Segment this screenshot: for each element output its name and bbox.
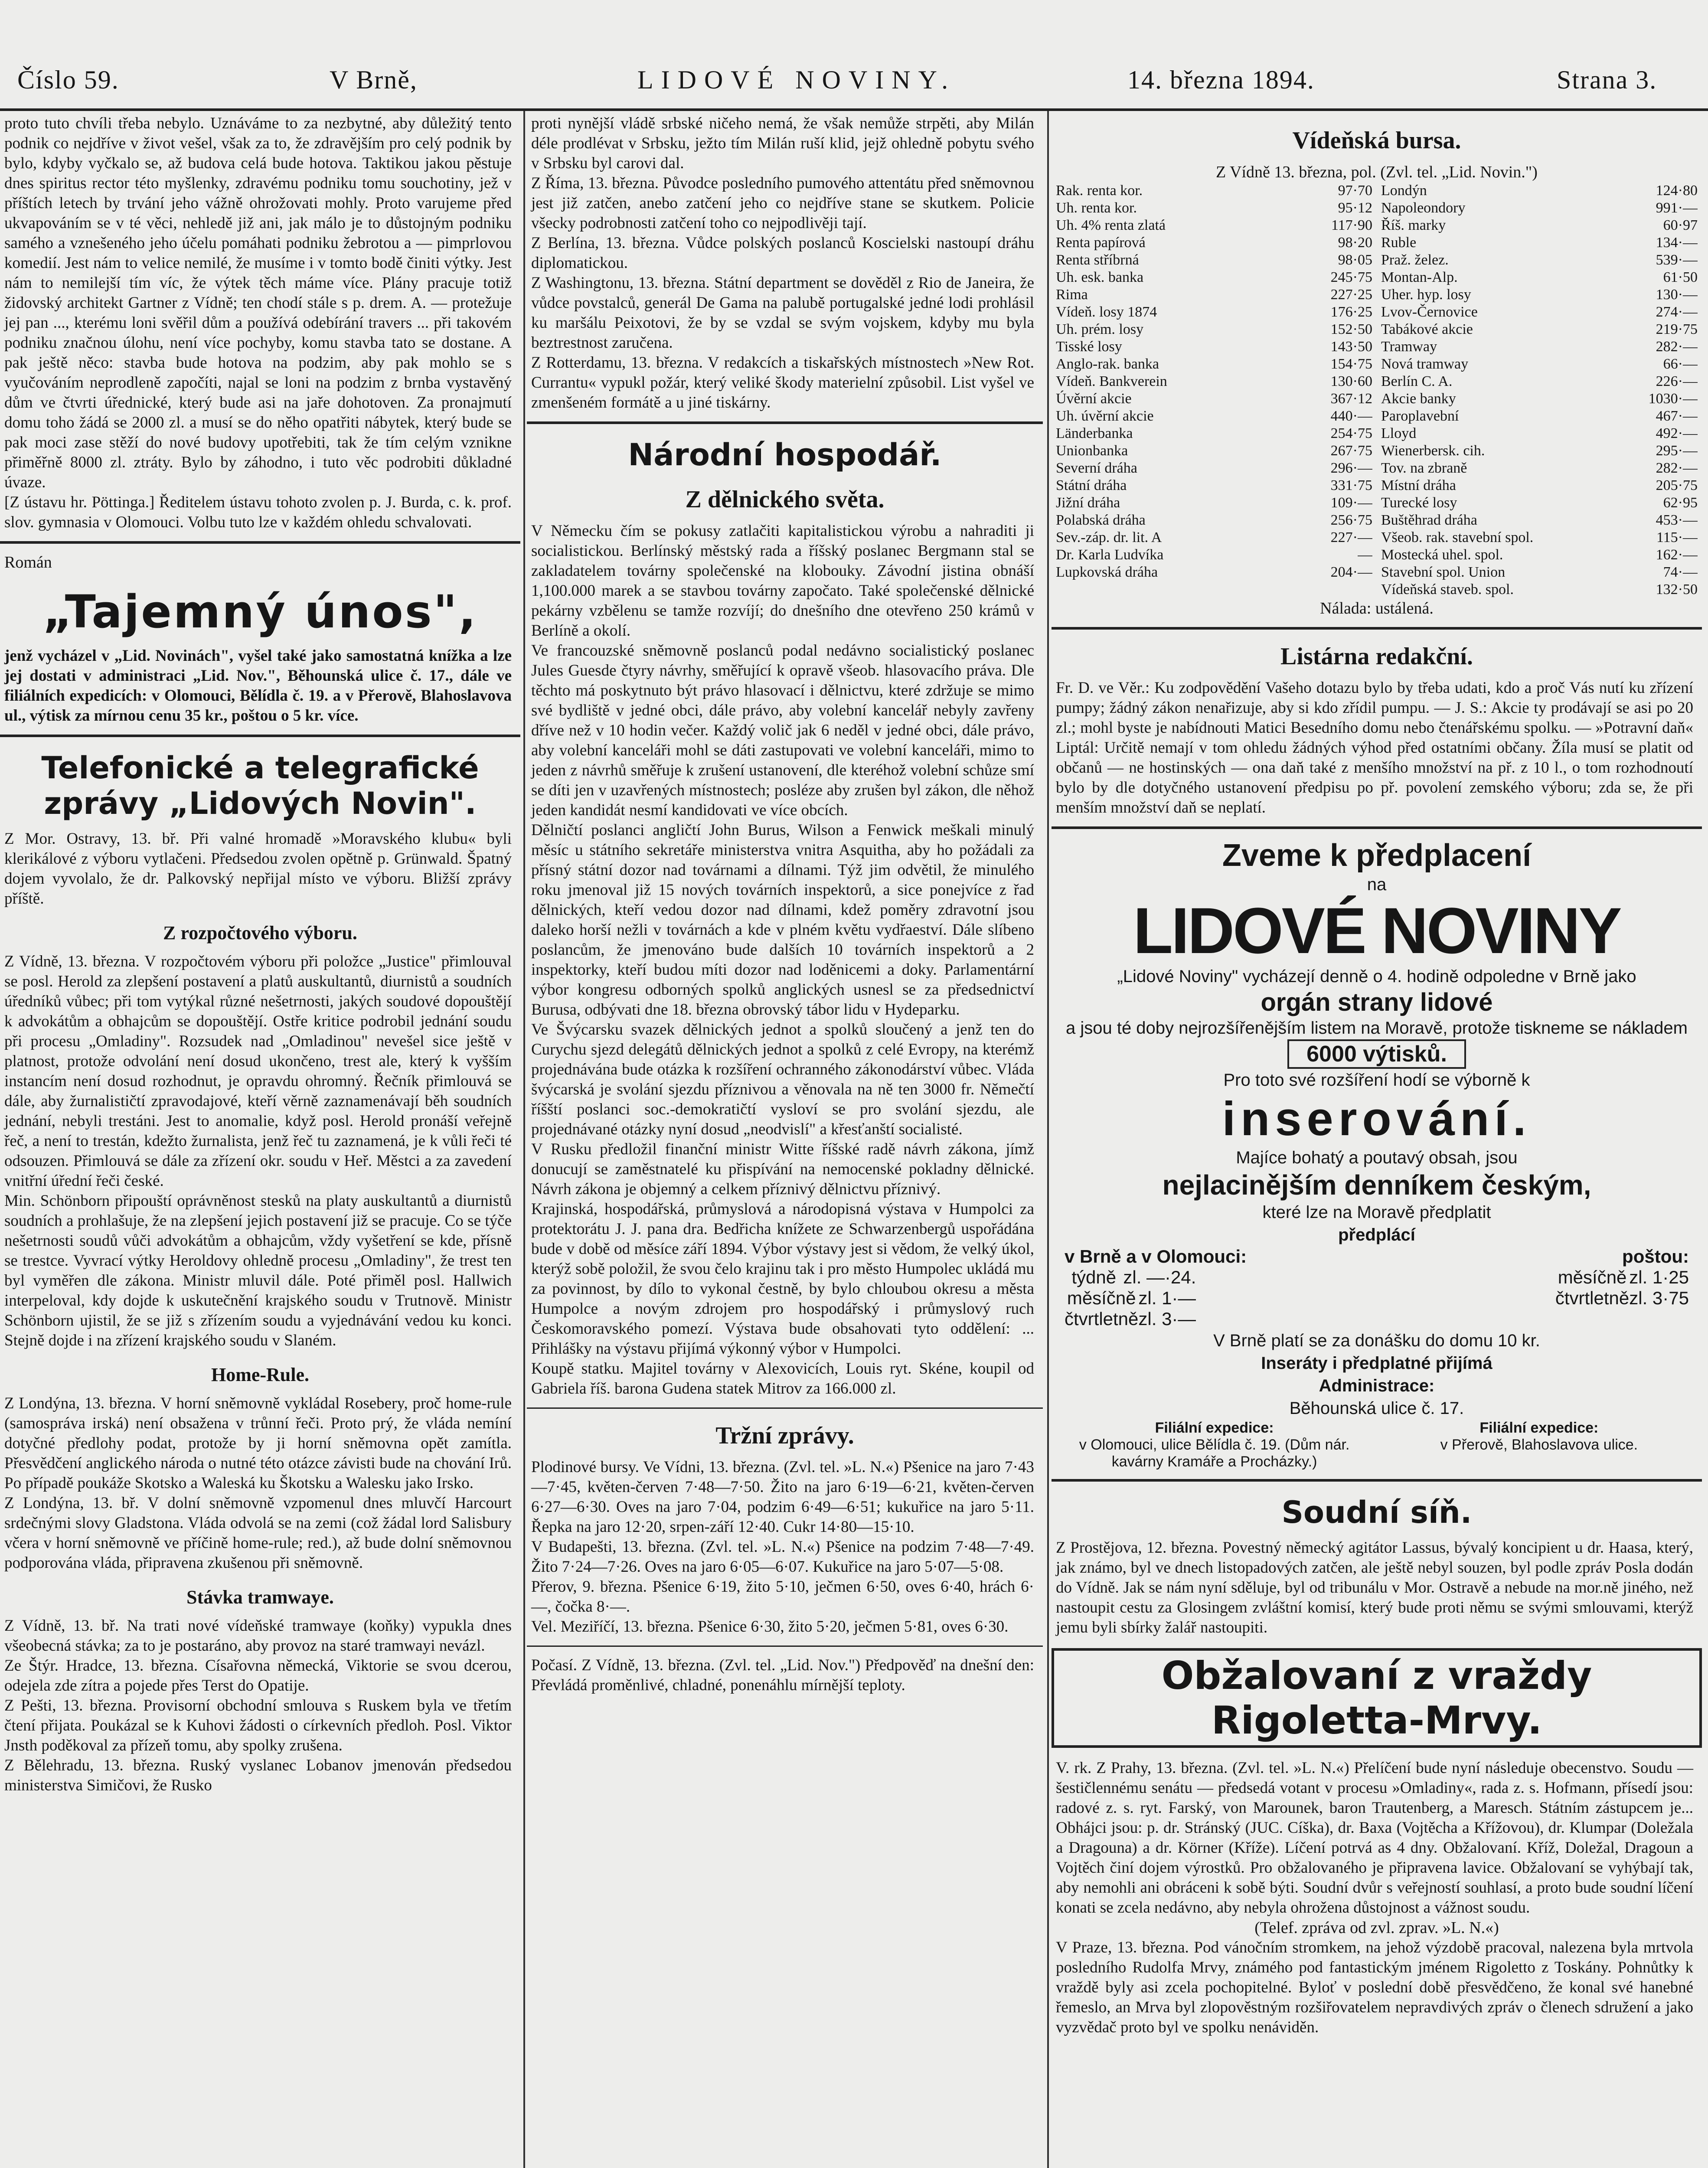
price-row-label: týdně: [1071, 1267, 1117, 1287]
bursa-row-value: 117·90: [1331, 217, 1372, 233]
issue-date: 14. března 1894.: [1127, 65, 1315, 94]
bursa-row-value: 61·50: [1663, 269, 1698, 285]
ad-na: na: [1367, 875, 1387, 894]
bursa-row-label: Jižní dráha: [1056, 495, 1120, 511]
bursa-subtitle: Z Vídně 13. března, pol. (Zvl. tel. „Lid. Novin."): [1216, 163, 1538, 181]
bursa-row-label: Lloyd: [1381, 425, 1417, 441]
bursa-row: [1056, 321, 1372, 338]
bursa-row-label: Renta papírová: [1056, 235, 1146, 251]
bursa-row-label: Mostecká uhel. spol.: [1381, 547, 1503, 563]
bursa-row-value: 227·25: [1330, 287, 1372, 303]
bursa-row: [1381, 512, 1698, 529]
bursa-row-label: Napoleondory: [1381, 200, 1466, 216]
column-1: [0, 114, 520, 2168]
news-item: Z Londýna, 13. bř. V dolní sněmovně vzpomenul dnes mluvčí Harcourt srdečnými slovy Gladstona. Vláda odvolá se na zemi (což žádal lord Salisbury včera v horní sněmovně ve příčině home-rule; red.), až bude dolní sněmovnou podporována vláda, připravena zkušenou při sněmovně.: [4, 1494, 512, 1572]
divider: [527, 421, 1043, 424]
bursa-row: [1381, 494, 1698, 512]
bursa-row-value: 282·—: [1656, 339, 1698, 355]
weather-item: Počasí. Z Vídně, 13. března. (Zvl. tel. „Lid. Nov.") Předpověď na dnešní den: Převládá proměnlivé, chladné, ponenáhlu mírnější teploty.: [531, 1656, 1034, 1694]
bursa-row-label: Vídeňská staveb. spol.: [1381, 581, 1514, 598]
bursa-row-label: Polabská dráha: [1056, 512, 1146, 528]
column-rule: [1047, 111, 1049, 2168]
bursa-row-label: Stavební spol. Union: [1381, 564, 1506, 580]
bursa-row-label: Dr. Karla Ludvíka: [1056, 547, 1164, 563]
divider: [0, 735, 520, 737]
bursa-row-label: Unionbanka: [1056, 443, 1128, 459]
divider: [1052, 1479, 1702, 1482]
listarna-text: Fr. D. ve Věr.: Ku zodpovědění Vašeho dotazu bylo by třeba udati, kdo a proč Vás nutí ku zřízení pumpy; žádný zákon nenařizuje, aby si kdo zřídil pumpu. — J. S.: Akcie ty prodávají se asi po 20 zl.; mohl byste je nabídnouti Matici Besedního domu nebo čtenářskému spolku. — »Potravní daň« Liptál: Určitě nemají v tom ohledu žádných výhod před ostatními občany. Žíla musí se platit od občanů — ne hostinských — ona daň také z menšího množství na př. z 10 l., o tom rozhodnoutí bylo by dle dotyčného ustanovení předpisu po př. povolení zemského výboru; zda se, že při menším množství daň se neplatí.: [1056, 679, 1693, 816]
bursa-row-label: Místní dráha: [1381, 477, 1456, 493]
bursa-row-label: Uh. renta kor.: [1056, 200, 1137, 216]
bursa-row: [1381, 251, 1698, 269]
divider: [0, 541, 520, 544]
bursa-row: [1381, 408, 1698, 425]
price-row-value: zl. —·24.: [1123, 1267, 1196, 1287]
bursa-row: [1381, 529, 1698, 546]
bursa-row: [1056, 251, 1372, 269]
bursa-row-value: 256·75: [1330, 512, 1372, 528]
obzalovani-banner: [1052, 1648, 1702, 1748]
bursa-row-value: 152·50: [1330, 321, 1372, 337]
bursa-row: [1381, 321, 1698, 338]
column-3: [1052, 114, 1702, 2168]
bursa-row-value: 66·—: [1663, 356, 1698, 372]
bursa-row-label: Tov. na zbraně: [1381, 460, 1467, 476]
article-paragraph: V Rusku předložil finanční ministr Witte říšské radě návrh zákona, jímž donucují se zaměstnatelé ku přispívání na nemocenské pokladny dělnické. Návrh zákona je objemný a celkem příznivý dělnictvu příznivý.: [531, 1140, 1034, 1198]
bursa-row-value: 95·12: [1338, 200, 1372, 216]
bursa-row-label: Sev.-záp. dr. lit. A: [1056, 529, 1162, 545]
bursa-row-value: 143·50: [1330, 339, 1372, 355]
bursa-row: [1381, 182, 1698, 199]
telegraph-section-title: Telefonické a telegrafické zprávy „Lidových Novin".: [41, 750, 479, 821]
bursa-row-label: Všeob. rak. stavební spol.: [1381, 529, 1534, 545]
news-item: Z Pešti, 13. března. Provisorní obchodní smlouva s Ruskem byla ve třetím čtení přijata. Poukázal se k Kuhovi žádosti o církevních předloh. Posl. Viktor Jnsth poděkoval za přízeň tomu, aby spolky zrušena.: [4, 1697, 512, 1754]
bursa-row-value: 60·97: [1663, 217, 1698, 233]
filial-title: Filiální expedice:: [1479, 1420, 1599, 1436]
bursa-row-value: 467·—: [1656, 408, 1698, 424]
price-row: [1065, 1309, 1196, 1329]
price-row-label: čtvrtletně: [1555, 1288, 1630, 1308]
bursa-row: [1056, 512, 1372, 529]
bursa-row-value: 539·—: [1656, 252, 1698, 268]
divider: [527, 1407, 1043, 1409]
article-lead: proto tuto chvíli třeba nebylo. Uznáváme to za nezbytné, aby důležitý tento podnik co nejdříve v život vešel, však za to, že zdravějším pro celý podnik by bylo, kdyby vyčkalo se, až budova celá bude hotova. Taktikou jakou pěstuje dnes spiritus rector této myšlenky, zdravému podniku tomu souchotiny, jež v příštích letech by trvání jeho vážně ohrožovati mohly. Proto varujeme před ukvapováním se v té věci, nehledě již ani, jak málo je to důstojným podniku samého a vznešeného jeho účelu pomáhati podniku žebrotou a — pimprlovou komedií. Jest nám to velice nemilé, že musíme i v tomto bodě činiti výtky. Jest nám to nemilejší tím víc, že výtek těch máme více. Plány pracuje totiž židovský architekt Gartner z Vídně; ten chodí stále s p. drem. A. — protežuje jej pan ..., kterému loni svěřil dům a používá odebírání travers ... při takovém podniku značnou úlohu, není více pochyby, komu stavba tato se dostane. A pak ještě něco: stavba bude hotova na podzim, aby pak mohlo se s vyučováním neprodleně započíti, najal se loni na podzim z brnba vystavěný dům ve čtvrti úřednické, který bude asi na jaře dohotoven. Za pronajmutí domu toho žádá se 2000 zl. a musí se do něho opatřiti nábytek, který bude se pak moci zase stěží do nové budovy upotřebiti, tak že tím celým vznikne přiměřně 8000 zl. ztráty. Bylo by záhodno, i tuto věc podrobiti důkladné úvaze.: [4, 114, 512, 491]
page-number: Strana 3.: [1557, 65, 1657, 94]
ad-prices-right: [1555, 1267, 1689, 1329]
filial-title: Filiální expedice:: [1155, 1420, 1274, 1436]
bursa-row-label: Paroplavební: [1381, 408, 1459, 424]
bursa-row-label: Buštěhrad dráha: [1381, 512, 1477, 528]
news-item: Z Vídně, 13. bř. Na trati nové vídeňské tramwaye (koňky) vypukla dnes všeobecná stávka; za to je postaráno, aby provoz na staré tramwayi nevázl.: [4, 1617, 512, 1655]
soudni-sin-title: Soudní síň.: [1281, 1495, 1472, 1530]
market-title: Tržní zprávy.: [715, 1422, 854, 1449]
ad-headline: Zveme k předplacení: [1222, 838, 1532, 873]
bursa-row-label: Rak. renta kor.: [1056, 183, 1143, 199]
bursa-row-value: 176·25: [1330, 304, 1372, 320]
price-row: [1065, 1267, 1196, 1288]
bursa-row-value: 74·—: [1663, 564, 1698, 580]
roman-title: „Tajemný únos",: [42, 585, 478, 638]
price-row-label: měsíčně: [1558, 1267, 1627, 1287]
ad-price-table: [1065, 1267, 1689, 1329]
bursa-row-value: 162·—: [1656, 547, 1698, 563]
bursa-row-label: Turecké losy: [1381, 495, 1457, 511]
bursa-row: [1381, 199, 1698, 217]
bursa-row-value: 97·70: [1338, 183, 1372, 199]
bursa-row: [1056, 356, 1372, 373]
bursa-row-value: 115·—: [1656, 529, 1698, 545]
bursa-row: [1381, 564, 1698, 581]
bursa-row-value: 453·—: [1656, 512, 1698, 528]
issue-number: Číslo 59.: [17, 65, 119, 94]
bursa-row: [1056, 529, 1372, 546]
ad-line: Inseráty i předplatné přijímá: [1261, 1354, 1492, 1373]
bursa-row-label: Renta stříbrná: [1056, 252, 1139, 268]
article-note: [Z ústavu hr. Pöttinga.] Ředitelem ústavu tohoto zvolen p. J. Burda, c. k. prof. slov. gymnasia v Olomouci. Volbu tuto lze v každém ohledu schvalovati.: [4, 493, 512, 531]
news-item: Z Rotterdamu, 13. března. V redakcích a tiskařských místnostech »New Rot. Currantu« vypukl požár, který veliké škody materielní způsobil. List vyšel ve zmenšeném formátě a u jiné tiskárny.: [531, 354, 1034, 411]
filial-olomouc: [1065, 1420, 1364, 1470]
bursa-row-value: 1030·—: [1648, 391, 1698, 407]
ad-line: a jsou té doby nejrozšířenějším listem na Moravě, protože tiskneme se nákladem: [1065, 1019, 1688, 1038]
article-paragraph: V Německu čím se pokusy zatlačiti kapitalistickou výrobu a nahraditi ji socialistickou. Berlínský městský rada a říšský poslanec Bergmann stal se zakladatelem továrny společenské na klobouky. Závodní jistina obnáší 1,100.000 marek a se stavbou továrny započato. Také společenské dělnické pekárny vzbělenu se tamže rozvíjí; do dnešního dne otevřeno 250 krámů v Berlíně a okolí.: [531, 522, 1034, 640]
bursa-row-value: 331·75: [1330, 477, 1372, 493]
ad-line: „Lidové Noviny" vycházejí denně o 4. hodině odpoledne v Brně jako: [1117, 967, 1636, 986]
bursa-row-label: Vídeň. losy 1874: [1056, 304, 1157, 320]
ad-brno-label: v Brně a v Olomouci:: [1065, 1246, 1247, 1267]
bursa-row: [1381, 338, 1698, 356]
bursa-row: [1056, 494, 1372, 512]
bursa-row-value: 98·20: [1338, 235, 1372, 251]
bursa-row-value: 226·—: [1656, 373, 1698, 389]
bursa-row-value: 134·—: [1656, 235, 1698, 251]
bursa-row-label: Úvěrní akcie: [1056, 391, 1132, 407]
market-item: V Budapešti, 13. března. (Zvl. tel. »L. N.«) Pšenice na podzim 7·48—7·49. Žito 7·24—7·26. Oves na jaro 6·05—6·07. Kukuřice na jaro 5·07—5·08.: [531, 1538, 1034, 1576]
court-report: V. rk. Z Prahy, 13. března. (Zvl. tel. »L. N.«) Přelíčení bude nyní následuje obecenstvo. Soudu — šestičlennému senátu — předsedá votant v procesu »Omladiny«, rada z. s. Hofmann, přísedí jsou: radové z. s. ryt. Farský, von Marounek, baron Trautenberg, a Maresch. Státním zástupcem je... Obhájci jsou: p. dr. Stránský (JUC. Cíška), dr. Baxa (Vojtěcha a Křížovou), dr. Klumpar (Doležala a Dragouna) a dr. Körner (Kříže). Líčení potrvá as 4 dny. Obžalovaní. Kříž, Doležal, Dragoun a Vojtěch činí dojem výrostků. Pro obžalovaného je připravena lavice. Obžalovaní se vyhýbají tak, aby nemohli ani obráceni k sobě býti. Soudní dvůr s veřejností souhlasí, a proto bude soudní líčení konati se zcela nedávno, aby nebyla ohrožena důstojnost a vážnost soudu.: [1056, 1759, 1693, 1917]
news-item: Ze Štýr. Hradce, 13. března. Císařovna německá, Viktorie se svou dcerou, odejela zde zítra a pojede přes Terst do Opatije.: [4, 1657, 512, 1695]
ad-line: Pro toto své rozšíření hodí se výborně k: [1223, 1071, 1530, 1090]
news-item: proti nynější vládě srbské ničeho nemá, že však nemůže strpěti, aby Milán déle prodlévat v Srbsku, ježto tím Milán ruší klid, jejž ohledně pobytu svého v Srbsku byl carovi dal.: [531, 114, 1034, 172]
bursa-row-label: Nová tramway: [1381, 356, 1469, 372]
ad-admin-address: Běhounská ulice č. 17.: [1289, 1399, 1464, 1418]
ad-line: V Brně platí se za donášku do domu 10 kr.: [1213, 1331, 1540, 1350]
news-item: Z Vídně, 13. března. V rozpočtovém výboru při položce „Justice" přimlouval se posl. Herold za zlepšení postavení a platů auskultantů, diurnistů a soudních úředníků vůbec; při tom vytýkal různé nešetrnosti, jakých soudové dopouštějí k advokátům a obhajcům se dopouštějí. Ostře kritice podrobil jednání soudu při procesu „Omladiny". Rozsudek nad „Omladinou" nevešel sice ještě v platnost, protože odvolání není dosud ukončeno, trest ale, který k vyšším instancím není dosud rozhodnut, je opravdu ohromný. Řečník přimlouvá se dále, aby žurnalističtí zpravodajové, kteří věrně zaznamenávají běh soudních jednání, nebyli trestáni. Jest to anomalie, když posl. Herold pronáší veřejně řeč, a není to trestán, kdežto žurnalista, jenž řeč tu zaznamená, je k vůli řeči té odsouzen. Přimlouvá se dále za zřízení okr. soudu v Heř. Městci a za zavedení vnitřní úřední řeči české.: [4, 953, 512, 1190]
bursa-row: [1056, 460, 1372, 477]
header-rule: [0, 108, 1708, 111]
section-heading: Home-Rule.: [211, 1364, 310, 1385]
bursa-row-value: —: [1358, 547, 1372, 563]
bursa-row-value: 492·—: [1656, 425, 1698, 441]
bursa-row-value: 62·95: [1663, 495, 1698, 511]
masthead-title: LIDOVÉ NOVINY.: [637, 65, 956, 94]
bursa-row-label: Tramway: [1381, 339, 1437, 355]
section-heading: Z rozpočtového výboru.: [163, 922, 357, 944]
market-item: Vel. Meziříčí, 13. března. Pšenice 6·30, žito 5·20, ječmen 5·81, oves 6·30.: [531, 1618, 1009, 1636]
price-row-value: zl. 1·—: [1138, 1288, 1196, 1308]
bursa-row: [1056, 182, 1372, 199]
bursa-row-value: 98·05: [1338, 252, 1372, 268]
news-item: Z Mor. Ostravy, 13. bř. Při valné hromadě »Moravského klubu« byli klerikálové z výboru vytlačeni. Předsedou zvolen opětně p. Grünwald. Špatný dojem vyvolalo, že dr. Palkovský nepřijal místo ve výboru. Bližší zprávy příště.: [4, 830, 512, 908]
divider: [527, 1646, 1043, 1647]
bursa-row: [1056, 408, 1372, 425]
bursa-row-value: 440·—: [1330, 408, 1372, 424]
bursa-row: [1381, 581, 1698, 598]
ad-cheapest: nejlacinějším denníkem českým,: [1162, 1169, 1591, 1201]
bursa-row: [1381, 373, 1698, 390]
page-header: [17, 65, 1691, 113]
price-row-value: zl. 3·75: [1629, 1288, 1689, 1308]
article-paragraph: Koupě statku. Majitel továrny v Alexovicích, Louis ryt. Skéne, koupil od Gabriela říš. barona Gudena statek Mitrov za 166.000 zl.: [531, 1360, 1034, 1397]
bursa-row-value: 282·—: [1656, 460, 1698, 476]
bursa-row-value: 205·75: [1656, 477, 1698, 493]
bursa-row: [1056, 442, 1372, 460]
bursa-row: [1381, 356, 1698, 373]
bursa-row-label: Severní dráha: [1056, 460, 1137, 476]
roman-text: jenž vycházel v „Lid. Novinách", vyšel také jako samostatná knížka a lze jej dostati v administraci „Lid. Nov.", Běhounská ulice č. 17., dále ve filiálních expedicích: v Olomouci, Bělídla č. 19. a v Přerově, Blahoslavova ul., výtisk za mírnou cenu 35 kr., poštou o 5 kr. více.: [4, 647, 512, 725]
news-item: Z Říma, 13. března. Původce posledního pumového attentátu před sněmovnou jest již zatčen, anebo zatčení jeho co nejdříve stane se skutkem. Policie všecky podrobnosti zatčení toho co nejpodlivěji tají.: [531, 174, 1034, 232]
listarna-title: Listárna redakční.: [1280, 643, 1473, 670]
bursa-row-label: Akcie banky: [1381, 391, 1456, 407]
bursa-row-label: Uh. 4% renta zlatá: [1056, 217, 1166, 233]
market-item: Plodinové bursy. Ve Vídni, 13. března. (Zvl. tel. »L. N.«) Pšenice na jaro 7·43—7·45, květen-červen 7·48—7·50. Žito na jaro 6·19—6·21, květen-červen 6·27—6·30. Oves na jaro 7·04, podzim 6·49—6·51; kukuřice na jaro 5·11. Řepka na jaro 12·20, srpen-září 12·40. Cukr 14·80—15·10.: [531, 1458, 1034, 1536]
bursa-row: [1056, 338, 1372, 356]
news-item: Z Washingtonu, 13. března. Státní department se dověděl z Rio de Janeira, že vůdce povstalců, generál De Gama na palubě portugalské jedné lodi prohlásil ku maršálu Peixotovi, že by se vzdal se svým vojskem, kdyby mu byla beztrestnost zaručena.: [531, 274, 1034, 352]
bursa-row-value: 254·75: [1330, 425, 1372, 441]
ad-copies: 6000 výtisků.: [1287, 1039, 1466, 1069]
price-row: [1555, 1267, 1689, 1288]
filial-prerov: [1389, 1420, 1689, 1470]
bursa-row-value: 991·—: [1656, 200, 1698, 216]
news-item: Z Berlína, 13. března. Vůdce polských poslanců Koscielski nastoupí dráhu diplomatickou.: [531, 234, 1034, 272]
divider: [1052, 826, 1702, 829]
court-report: Z Prostějova, 12. března. Povestný německý agitátor Lassus, bývalý koncipient u dr. Haasa, který, jak známo, byl ve dnech listopadových zatčen, ale ještě nebyl souzen, byl podle zpráv Posla dodán do Vídně. Jak se nám nyní sděluje, byl od tribunálu v Mor. Ostravě a nebude na mor.ně jiného, než nastoupit cestu za Glosingem zvláštní komisí, který bude proti němu se svými smlouvami, kterýž jemu byli sbírky žalář nastoupiti.: [1056, 1539, 1693, 1636]
bursa-row-value: 219·75: [1656, 321, 1698, 337]
bursa-row: [1056, 546, 1372, 564]
filial-text: v Olomouci, ulice Bělídla č. 19. (Dům nár. kavárny Kramáře a Procházky.): [1079, 1437, 1350, 1470]
bursa-row: [1056, 425, 1372, 442]
bursa-row: [1381, 269, 1698, 286]
bursa-row: [1056, 286, 1372, 304]
bursa-row: [1381, 286, 1698, 304]
price-row-value: zl. 1·25: [1629, 1267, 1689, 1287]
column-2: [527, 114, 1043, 2168]
news-item: Min. Schönborn připouští oprávněnost stesků na platy auskultantů a diurnistů soudních a prohlašuje, že na zlepšení jejich postavení již se pracuje. Co se týče nešetrnosti soudů vůči advokátům a obhajcům, vždy vyšetření se kde, přísně se trestce. Vyvrací výtky Heroldovy ohledně procesu „Omladiny", že trest ten byl vyměřen dle zákona. Ministr mluvil dále. Poté přiměl posl. Hallwich interpeloval, kdy dojde k uskutečnění krajského soudu v Trutnově. Ministr Schönborn ujistil, že se již s zřízením soudu a vyjednávání vedou ku konci. Stejně dojde i na zřízení krajského soudu v Slaném.: [4, 1192, 512, 1349]
bursa-row: [1381, 425, 1698, 442]
bursa-row-label: Uh. esk. banka: [1056, 269, 1144, 285]
section-subtitle: Z dělnického světa.: [685, 486, 885, 513]
ad-inserovani: inserování.: [1222, 1092, 1532, 1146]
article-paragraph: Dělničtí poslanci angličtí John Burus, Wilson a Fenwick meškali minulý měsíc u státního sekretáře ministerstva vnitra Asquitha, aby ho požádali za přísný státní dozor nad továrnami a dílnami. Týž jim odvětil, že minulého roku jmenoval již 15 nových továrních inspektorů, a sice ponejvíce z řad dělnických, kteří vedou dozor nad dílnami, kdež poměry zdravotní jsou daleko horší nežli v továrnách a kde v plném květu vydřaeství. Dále slíbeno poslancům, že jmenováno bude dalších 10 továrních inspektorů a 2 inspektorky, kteří budou míti dozor nad loděnicemi a doky. Parlamentární výbor kongresu odborných spolků anglických usnesl se za předsednictví Burusa, odbývati dne 18. března obrovský tábor lidu v Hydeparku.: [531, 821, 1034, 1019]
bursa-row-label: Tisské losy: [1056, 339, 1122, 355]
ad-posta-label: poštou:: [1622, 1246, 1689, 1267]
bursa-row-label: Uher. hyp. losy: [1381, 287, 1471, 303]
divider: [1052, 627, 1702, 630]
ad-brand-logo: LIDOVÉ NOVINY: [1133, 894, 1620, 967]
bursa-row-label: Uh. prém. losy: [1056, 321, 1144, 337]
article-paragraph: Krajinská, hospodářská, průmyslová a národopisná výstava v Humpolci za protektorátu J. J. pana dra. Bedřicha knížete ze Schwarzenbergů uspořádána bude v době od měsíce září 1894. Výbor výstavy jest si vědom, že velký úkol, kterýž sobě položil, že svou čelo krajinu tak i pro město Humpolec ukládá mu za povinnost, by dílo to vykonal čestně, by bylo chloubou okresu a města Humpolce a novým zdrojem pro hospodářský i průmyslový ruch Českomoravského pomezí. Výstava bude obsahovati tyto oddělení: ... Přihlášky na výstavu přijímá výkonný výbor v Humpolci.: [531, 1200, 1034, 1358]
price-row: [1065, 1288, 1196, 1309]
bursa-row-label: Berlín C. A.: [1381, 373, 1453, 389]
bursa-row: [1381, 477, 1698, 494]
article-paragraph: Ve Švýcarsku svazek dělnických jednot a spolků sloučený a jenž ten do Curychu sjezd delegátů dělnických jednot a spolků z celé Evropy, na kterémž projednávána bude otázka k rozšíření ochranného zákonodárství vůbec. Vláda švýcarská je svolání sjezdu příznivou a věnovala na ně ten 3000 fr. Němečtí říšští poslanci soc.-demokratičtí vysloví se pro svolání sjezdu, ale projednávané otázky nyní dosud „neodvislí" a křesťanští socialisté.: [531, 1021, 1034, 1138]
bursa-row-label: Státní dráha: [1056, 477, 1127, 493]
market-item: Přerov, 9. března. Pšenice 6·19, žito 5·10, ječmen 6·50, oves 6·40, hrách 6·—, čočka 8·—.: [531, 1578, 1034, 1616]
roman-label: Román: [4, 553, 52, 571]
bursa-row: [1056, 269, 1372, 286]
place: V Brně,: [330, 65, 418, 94]
bursa-row-label: Uh. úvěrní akcie: [1056, 408, 1154, 424]
bursa-row-value: 204·—: [1330, 564, 1372, 580]
bursa-row-label: Ruble: [1381, 235, 1417, 251]
bursa-row: [1381, 234, 1698, 251]
bursa-row: [1381, 217, 1698, 234]
obz-subtitle: (Telef. zpráva od zvl. zprav. »L. N.«): [1254, 1919, 1499, 1937]
bursa-row: [1056, 373, 1372, 390]
article-paragraph: Ve francouzské sněmovně poslanců podal nedávno socialistický poslanec Jules Guesde čtyry návrhy, směřující k opravě všeob. hlasovacího práva. Dle těchto má poskytnuto být právo hlasovací i dělnictvu, které zdržuje se mimo své bydliště v jedné obci, dále právo, aby volební kancelář nebyly zavřeny dříve než v 10 hodin večer. Každý volič jak 6 neděl v jedné obci, dále právo, aby volební kanceláři mohl se dáti zastupovati ve volební kanceláři, mimo to jeden z návrhů směřuje k zrušení ustanovení, dle kteréhož volební schůze smí se díti jen v uzavřených místnostech; posléze aby zrušen byl zákon, dle něhož jeden kandidát nesmí kandidovati ve více obcích.: [531, 642, 1034, 819]
bursa-row-label: Londýn: [1381, 183, 1427, 199]
bursa-row-value: 267·75: [1330, 443, 1372, 459]
ad-prices-left: [1065, 1267, 1196, 1329]
price-row-value: zl. 3·—: [1138, 1309, 1196, 1329]
bursa-row-value: 296·—: [1330, 460, 1372, 476]
bursa-right-list: [1381, 182, 1698, 598]
bursa-row-value: 274·—: [1656, 304, 1698, 320]
ad-admin: Administrace:: [1319, 1376, 1435, 1395]
bursa-row-value: 227·—: [1330, 529, 1372, 545]
ad-line: Majíce bohatý a poutavý obsah, jsou: [1236, 1148, 1518, 1167]
filial-text: v Přerově, Blahoslavova ulice.: [1440, 1437, 1638, 1453]
price-row: [1555, 1288, 1689, 1309]
section-heading: Stávka tramwaye.: [186, 1587, 334, 1608]
news-item: Z Londýna, 13. března. V horní sněmovně vykládal Rosebery, proč home-rule (samospráva irská) není obsažena v trůnní řeči. Proto prý, že vláda nemíní dotyčné předlohy podat, protože by ji horní sněmovna opět zamítla. Přesvědčení anglického národa o nutné této otázce závisti bude na chování Irů. Po případě poukáže Skotsko a Waleská ku Škotsku a Walesku jako Irsko.: [4, 1394, 512, 1492]
bursa-row: [1056, 477, 1372, 494]
ad-price-headers: [1065, 1246, 1689, 1267]
bursa-row: [1381, 442, 1698, 460]
bursa-mood: Nálada: ustálená.: [1320, 599, 1434, 617]
ad-filials: [1065, 1420, 1689, 1470]
bursa-row: [1381, 546, 1698, 564]
bursa-row-label: Lvov-Černovice: [1381, 304, 1478, 320]
bursa-row-label: Wienerbersk. cih.: [1381, 443, 1485, 459]
bursa-row: [1056, 217, 1372, 234]
bursa-left-list: [1056, 182, 1372, 598]
price-row-label: měsíčně: [1067, 1288, 1136, 1308]
bursa-row: [1056, 564, 1372, 581]
bursa-row-label: Länderbanka: [1056, 425, 1133, 441]
bursa-row: [1056, 199, 1372, 217]
bursa-row-value: 130·60: [1330, 373, 1372, 389]
bursa-row-label: Rima: [1056, 287, 1088, 303]
bursa-row-value: 130·—: [1656, 287, 1698, 303]
bursa-row-value: 124·80: [1656, 183, 1698, 199]
bursa-row-value: 367·12: [1330, 391, 1372, 407]
bursa-row-label: Montan-Alp.: [1381, 269, 1458, 285]
bursa-row-label: Tabákové akcie: [1381, 321, 1473, 337]
bursa-row-value: 154·75: [1330, 356, 1372, 372]
bursa-row-label: Říš. marky: [1381, 217, 1446, 233]
obzalovani-title: Obžalovaní z vraždy Rigoletta-Mrvy.: [1052, 1648, 1702, 1748]
bursa-row-value: 245·75: [1330, 269, 1372, 285]
bursa-row-label: Praž. želez.: [1381, 252, 1449, 268]
bursa-row-label: Anglo-rak. banka: [1056, 356, 1159, 372]
price-row-label: čtvrtletně: [1065, 1309, 1139, 1329]
court-report: V Praze, 13. března. Pod vánočním stromkem, na jehož výzdobě pracoval, nalezena byla mrtvola posledního Rudolfa Mrvy, známého pod fantastickým jménem Rigoletto z Toskány. Pohnůtky k vraždě byly asi zcela pochopitelné. Byloť v poslední době přesvědčeno, že konal své hanebné řemeslo, an Mrva byl zlopověstným rozšiřovatelem nepravdivých zpráv o členech sdružení a jako vyzvědač proto byl ve spolku nenáviděn.: [1056, 1939, 1693, 2036]
bursa-row-value: 132·50: [1656, 581, 1698, 598]
bursa-row: [1381, 390, 1698, 408]
subscription-advert: [1052, 838, 1702, 1470]
news-item: Z Bělehradu, 13. března. Ruský vyslanec Lobanov jmenován předsedou ministerstva Simičovi, že Rusko: [4, 1757, 512, 1794]
bursa-row: [1381, 304, 1698, 321]
bursa-title: Vídeňská bursa.: [1292, 127, 1461, 154]
column-rule: [523, 111, 525, 2168]
bursa-row-label: Vídeň. Bankverein: [1056, 373, 1167, 389]
bursa-row: [1056, 234, 1372, 251]
section-title-hospodar: Národní hospodář.: [628, 437, 942, 473]
bursa-row: [1381, 460, 1698, 477]
bursa-row-label: Lupkovská dráha: [1056, 564, 1158, 580]
bursa-row: [1056, 390, 1372, 408]
bursa-row: [1056, 304, 1372, 321]
ad-line: které lze na Moravě předplatit: [1262, 1203, 1491, 1222]
ad-predplaci: předplácí: [1338, 1225, 1415, 1244]
bursa-row-value: 109·—: [1330, 495, 1372, 511]
ad-organ: orgán strany lidové: [1261, 988, 1493, 1016]
bursa-table: [1052, 182, 1702, 598]
bursa-row-value: 295·—: [1656, 443, 1698, 459]
